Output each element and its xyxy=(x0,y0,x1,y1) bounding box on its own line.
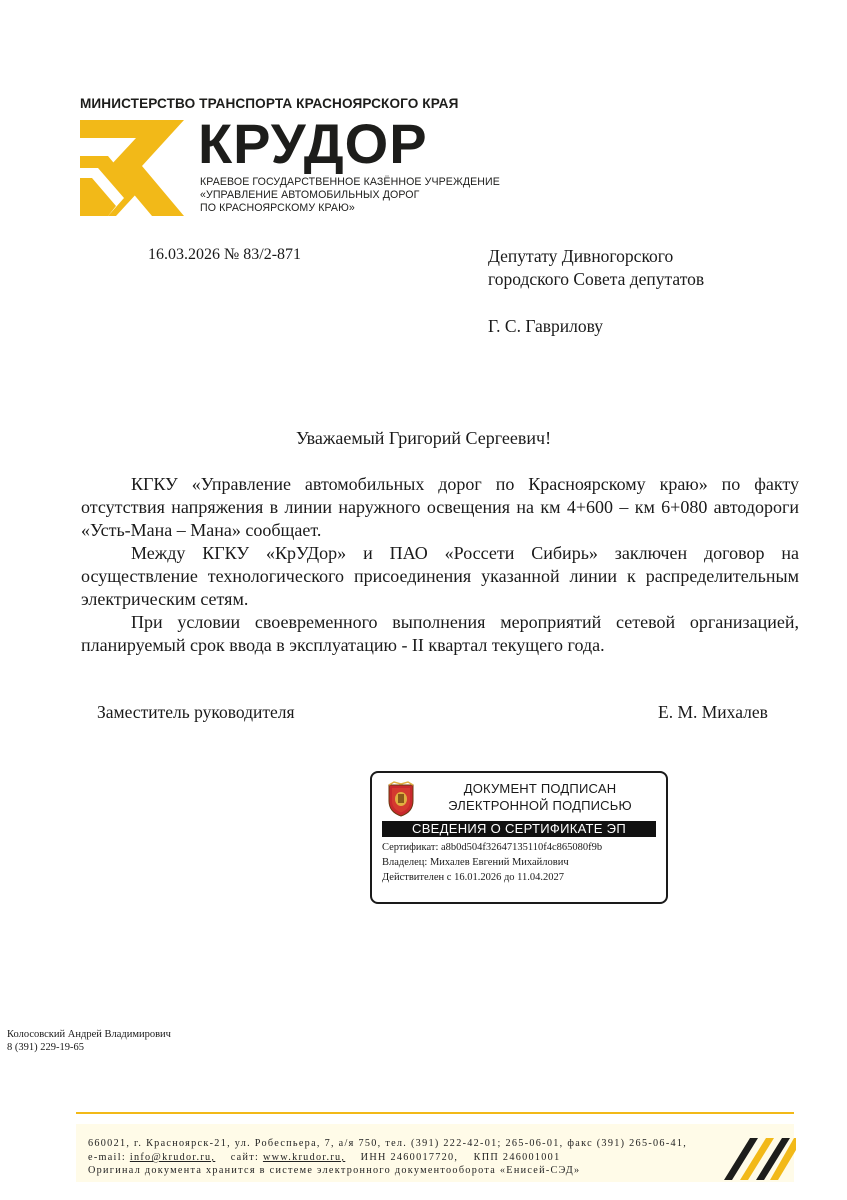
stamp-owner: Владелец: Михалев Евгений Михайлович xyxy=(382,857,569,868)
logo-name: КРУДОР xyxy=(198,112,428,175)
ministry-title: МИНИСТЕРСТВО ТРАНСПОРТА КРАСНОЯРСКОГО КРАЯ xyxy=(80,96,459,111)
footer-storage-note: Оригинал документа хранится в системе электронного документооборота «Енисей-СЭД» xyxy=(88,1165,581,1176)
body-paragraph-3: При условии своевременного выполнения мероприятий сетевой организацией, планируемый срок ввода в эксплуатацию - II квартал текущего года. xyxy=(81,612,799,655)
footer-contacts xyxy=(88,1152,560,1164)
addressee-line-1: Депутату Дивногорского xyxy=(488,246,674,266)
addressee-line-2: городского Совета депутатов xyxy=(488,269,705,289)
body-paragraph-1: КГКУ «Управление автомобильных дорог по Красноярскому краю» по факту отсутствия напряжения в линии наружного освещения на км 4+600 – км 6+080 автодороги «Усть-Мана – Мана» сообщает. xyxy=(81,474,799,540)
footer-stripes-icon xyxy=(714,1128,796,1180)
footer-email-label: e-mail: xyxy=(88,1152,130,1163)
salutation: Уважаемый Григорий Сергеевич! xyxy=(295,428,552,448)
reference-number: 16.03.2026 № 83/2-871 xyxy=(148,246,302,263)
coat-of-arms-icon xyxy=(386,781,416,817)
stamp-certificate-bar: СВЕДЕНИЯ О СЕРТИФИКАТЕ ЭП xyxy=(382,821,656,837)
footer-kpp: КПП 246001001 xyxy=(473,1152,561,1163)
executor-name: Колосовский Андрей Владимирович xyxy=(7,1029,171,1040)
footer-email-link[interactable]: info@krudor.ru, xyxy=(129,1152,216,1163)
stamp-title-2: ЭЛЕКТРОННОЙ ПОДПИСЬЮ xyxy=(448,798,632,813)
letter-body xyxy=(81,473,799,657)
addressee-name: Г. С. Гаврилову xyxy=(488,316,604,336)
stamp-valid: Действителен с 16.01.2026 до 11.04.2027 xyxy=(382,872,565,883)
signer-position: Заместитель руководителя xyxy=(97,702,295,722)
footer-address: 660021, г. Красноярск-21, ул. Робеспьера, 7, а/я 750, тел. (391) 222-42-01; 265-06-01, факс (391) 265-06-41, xyxy=(88,1138,688,1149)
e-signature-stamp xyxy=(370,771,668,904)
body-paragraph-2: Между КГКУ «КрУДор» и ПАО «Россети Сибирь» заключен договор на осуществление технологического присоединения указанной линии к распределительным электрическим сетям. xyxy=(81,543,799,609)
footer-site-label: сайт: xyxy=(230,1152,263,1163)
org-line-3: ПО КРАСНОЯРСКОМУ КРАЮ» xyxy=(200,202,355,214)
stamp-title-1: ДОКУМЕНТ ПОДПИСАН xyxy=(463,781,617,796)
krudor-logo-mark xyxy=(80,120,190,216)
footer-inn: ИНН 2460017720, xyxy=(360,1152,459,1163)
footer-divider xyxy=(76,1112,794,1114)
footer-site-link[interactable]: www.krudor.ru, xyxy=(262,1152,346,1163)
signer-name: Е. М. Михалев xyxy=(658,702,768,722)
org-line-2: «УПРАВЛЕНИЕ АВТОМОБИЛЬНЫХ ДОРОГ xyxy=(200,189,420,201)
executor-phone: 8 (391) 229-19-65 xyxy=(7,1042,84,1053)
stamp-certificate: Сертификат: a8b0d504f32647135110f4c865080f9b xyxy=(382,842,603,853)
org-line-1: КРАЕВОЕ ГОСУДАРСТВЕННОЕ КАЗЁННОЕ УЧРЕЖДЕНИЕ xyxy=(200,176,500,188)
